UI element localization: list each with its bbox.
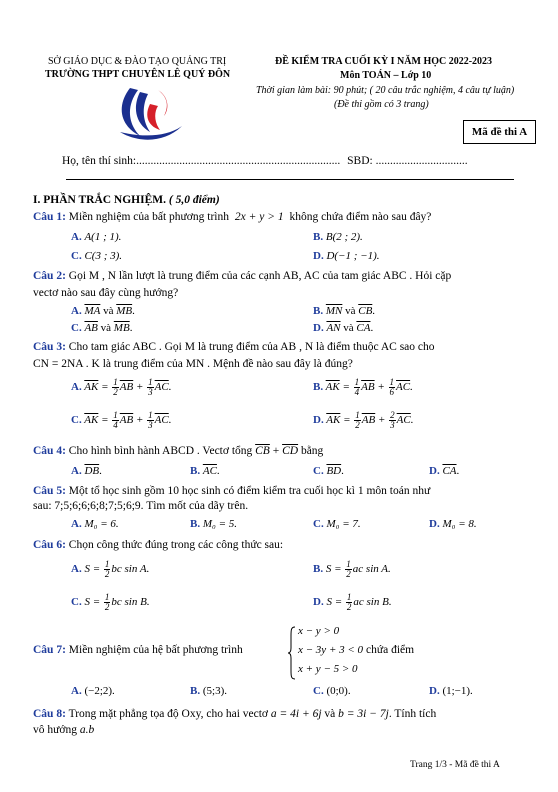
q1-option-c[interactable]: C. C(3 ; 3). [71,250,123,262]
exam-code-box: Mã đề thi A [463,120,536,144]
sbd-label: SBD: [347,155,373,167]
question-5: Câu 5: Một tổ học sinh gồm 10 học sinh có điểm kiểm tra cuối học kì 1 môn toán như [33,485,431,497]
system-eq3: x + y − 5 > 0 [298,663,358,675]
org-line1: SỞ GIÁO DỤC & ĐÀO TẠO QUẢNG TRỊ [48,56,227,67]
q6-option-d[interactable]: D. S = $\frac{1}{2}$ ac sin B. [313,592,392,612]
question-2-line2: vectơ nào sau đây cùng hướng? [33,287,179,299]
exam-title: ĐỀ KIỂM TRA CUỐI KỲ I NĂM HỌC 2022-2023 [275,56,493,67]
question-7: Câu 7: Miền nghiệm của hệ bất phương trình [33,644,243,656]
q2-option-a[interactable]: A. $\overline{MA}$ và $\overline{MB}$. [71,305,135,317]
q2-option-d[interactable]: D. $\overline{AN}$ và $\overline{CA}$. [313,322,374,334]
question-6: Câu 6: Chọn công thức đúng trong các công thức sau: [33,539,284,551]
question-8-line2: vô hướng a.b [33,724,95,736]
q3-option-c[interactable]: C. $\overline{AK}$ = $\frac{1}{4}$ $\overline{AB}$ + $\frac{1}{3}$ $\overline{AC}$. [71,410,172,430]
q5-option-c[interactable]: C. M₀ = 7. [313,518,361,530]
system-eq2: x − 3y + 3 < 0 [298,644,364,656]
student-name-dots: ....................................................................... [136,155,341,167]
q5-option-b[interactable]: B. M₀ = 5. [190,518,238,530]
exam-time: Thời gian làm bài: 90 phút; ( 20 câu trắc nghiệm, 4 câu tự luận) [256,85,515,96]
question-4: Câu 4: Cho hình bình hành ABCD . Vectơ tổng $\overline{CB} + \overline{CD}$ bằng [33,445,324,457]
student-name-field [62,155,468,167]
q7-option-b[interactable]: B. (5;3). [190,685,227,697]
q1-option-a[interactable]: A. A(1 ; 1). [71,231,122,243]
student-name-label: Họ, tên thí sinh: [62,155,137,167]
q3-option-b[interactable]: B. $\overline{AK}$ = $\frac{1}{4}$ $\overline{AB}$ + $\frac{1}{6}$ $\overline{AC}$. [313,377,413,397]
school-logo [110,82,190,144]
q4-option-a[interactable]: A. $\overline{DB}$. [71,465,102,477]
question-3: Câu 3: Cho tam giác ABC . Gọi M là trung điểm của AB , N là điểm thuộc AC sao cho [33,341,435,353]
sbd-dots: ................................ [375,155,468,167]
pages-note: (Đề thi gồm có 3 trang) [334,99,429,110]
question-1: Câu 1: Miền nghiệm của bất phương trình 2x + y > 1 không chứa điểm nào sau đây? [33,211,432,223]
q1-option-b[interactable]: B. B(2 ; 2). [313,231,363,243]
question-8: Câu 8: Trong mặt phẳng tọa độ Oxy, cho hai vectơ a = 4i + 6j và b = 3i − 7j. Tính tích [33,708,437,720]
question-7-tail: chứa điểm [366,644,415,656]
section-title: I. PHẦN TRẮC NGHIỆM. ( 5,0 điểm) [33,194,220,206]
section-points: ( 5,0 điểm) [168,194,220,206]
org-line2: TRƯỜNG THPT CHUYÊN LÊ QUÝ ĐÔN [45,69,231,80]
question-3-line2: CN = 2NA . K là trung điểm của MN . Mệnh đề nào sau đây là đúng? [33,358,353,370]
q5-option-d[interactable]: D. M₀ = 8. [429,518,477,530]
header-divider [66,179,514,180]
q4-option-b[interactable]: B. $\overline{AC}$. [190,465,220,477]
q2-option-c[interactable]: C. $\overline{AB}$ và $\overline{MB}$. [71,322,133,334]
q6-option-b[interactable]: B. S = $\frac{1}{2}$ ac sin A. [313,559,391,579]
q3-option-d[interactable]: D. $\overline{AK}$ = $\frac{1}{2}$ $\overline{AB}$ + $\frac{2}{3}$ $\overline{AC}$. [313,410,414,430]
q6-option-a[interactable]: A. S = $\frac{1}{2}$ bc sin A. [71,559,150,579]
q4-option-c[interactable]: C. $\overline{BD}$. [313,465,344,477]
q2-option-b[interactable]: B. $\overline{MN}$ và $\overline{CB}$. [313,305,376,317]
q5-option-a[interactable]: A. M₀ = 6. [71,518,119,530]
question-2: Câu 2: Gọi M , N lần lượt là trung điểm của các cạnh AB, AC của tam giác ABC . Hỏi cặp [33,270,452,282]
subject: Môn TOÁN – Lớp 10 [340,70,432,81]
question-5-line2: sau: 7;5;6;6;6;8;7;5;6;9. Tìm mốt của dãy trên. [33,500,249,512]
system-brace [288,626,296,680]
q7-option-c[interactable]: C. (0;0). [313,685,351,697]
system-eq1: x − y > 0 [298,625,340,637]
q6-option-c[interactable]: C. S = $\frac{1}{2}$ bc sin B. [71,592,150,612]
q4-option-d[interactable]: D. $\overline{CA}$. [429,465,460,477]
page-footer: Trang 1/3 - Mã đề thi A [410,760,500,770]
q7-option-d[interactable]: D. (1;−1). [429,685,473,697]
q1-option-d[interactable]: D. D(−1 ; −1). [313,250,380,262]
q7-option-a[interactable]: A. (−2;2). [71,685,115,697]
q3-option-a[interactable]: A. $\overline{AK}$ = $\frac{1}{2}$ $\overline{AB}$ + $\frac{1}{3}$ $\overline{AC}$. [71,377,172,397]
